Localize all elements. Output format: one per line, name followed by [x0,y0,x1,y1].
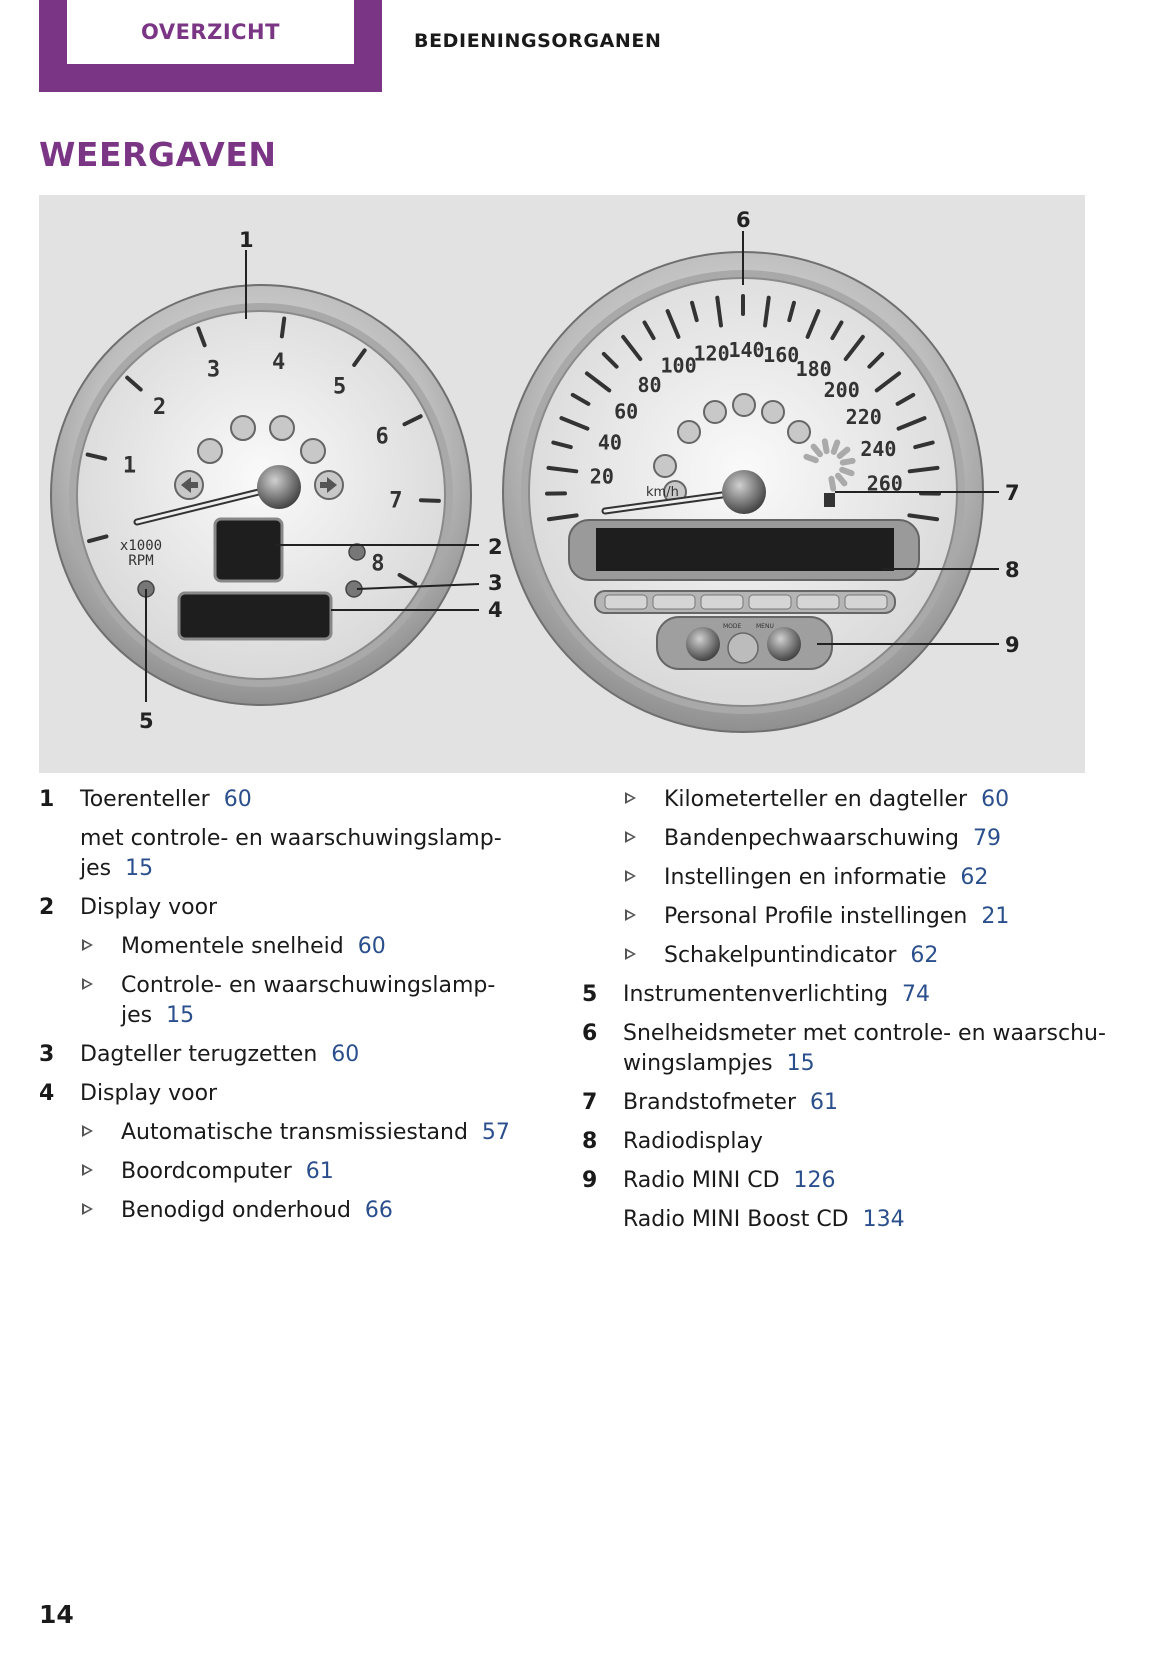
triangle-bullet-icon [625,870,636,882]
triangle-bullet-icon [82,939,93,951]
legend-subitem [582,824,1122,854]
item-text: wingslampjes [623,1051,773,1076]
callout-6: 6 [736,208,751,232]
page-ref-link[interactable]: 61 [810,1090,838,1115]
page-ref-link[interactable]: 60 [981,787,1010,812]
speedo-number: 120 [693,341,730,366]
speedo-number: 80 [637,373,662,398]
item-text: Display voor [80,895,218,920]
item-text: Radiodisplay [623,1129,763,1154]
tacho-number: 8 [371,551,385,577]
tacho-tick [421,500,439,501]
tacho-number: 7 [389,488,403,514]
warning-lamp-icon [198,439,222,463]
speedo-number: 20 [589,464,614,489]
tacho-display-upper [215,519,282,581]
item-number: 2 [39,895,55,920]
callout-3: 3 [488,571,503,595]
page-ref-link[interactable]: 126 [793,1168,836,1193]
speedo-number: 100 [660,353,697,378]
item-text: Personal Profile instellingen [664,904,968,929]
radio-menu-knob [767,627,801,661]
legend-item-1 [39,785,559,815]
page-ref-link[interactable]: 60 [223,787,252,812]
item-number: 3 [39,1042,55,1067]
tachometer [51,285,471,705]
speedo-number: 240 [860,437,897,462]
triangle-bullet-icon [625,831,636,843]
speedo-number: 220 [845,405,882,430]
fuel-segment [843,461,853,463]
page-ref-link[interactable]: 15 [125,856,154,881]
page-ref-link[interactable]: 15 [786,1051,815,1076]
callout-5: 5 [139,709,154,733]
header-tab [39,0,382,92]
radio-preset-key [701,595,743,609]
triangle-bullet-icon [82,1164,93,1176]
page-ref-link[interactable]: 74 [902,982,931,1007]
legend-subitem [582,902,1122,932]
tacho-tick [282,319,284,337]
triangle-bullet-icon [82,978,93,990]
triangle-bullet-icon [625,948,636,960]
page-ref-link[interactable]: 134 [862,1207,905,1232]
tacho-unit-line2: RPM [128,553,154,569]
triangle-bullet-icon [82,1125,93,1137]
speedo-number: 260 [866,471,903,496]
item-text: Momentele snelheid [121,934,344,959]
radio-preset-key [653,595,695,609]
item-text: met controle- en waarschuwingslamp- [80,826,502,851]
page-ref-link[interactable]: 60 [331,1042,360,1067]
legend-item-6 [582,1019,1122,1079]
item-text: jes [80,856,112,881]
legend-item-9 [582,1166,1122,1196]
page-number: 14 [39,1600,74,1629]
fuel-segment [842,470,851,473]
page-ref-link[interactable]: 79 [972,826,1001,851]
legend-subitem [39,1118,559,1148]
page-ref-link[interactable]: 62 [960,865,989,890]
legend-subitem [582,785,1122,815]
legend-item-2 [39,893,559,923]
triangle-bullet-icon [82,1203,93,1215]
page-title: WEERGAVEN [39,135,277,174]
item-number: 6 [582,1021,598,1046]
callout-8: 8 [1005,558,1020,582]
speedo-unit: km/h [646,485,679,500]
speedo-number: 140 [728,338,765,363]
page-ref-link[interactable]: 66 [364,1198,393,1223]
legend-item-8 [582,1127,1122,1157]
tacho-number: 4 [271,350,286,376]
callout-2: 2 [488,535,503,559]
radio-preset-key [845,595,887,609]
item-text: jes [121,1003,153,1028]
fuel-segment [825,441,827,451]
legend-item-5 [582,980,1122,1010]
tacho-unit-line1: x1000 [119,538,163,554]
callout-9: 9 [1005,633,1020,657]
legend-item-9-continuation [582,1205,1122,1235]
tacho-number: 2 [152,394,167,420]
legend-item-3 [39,1040,559,1070]
legend-subitem [39,1196,559,1226]
triangle-bullet-icon [625,792,636,804]
item-text: Bandenpechwaarschuwing [664,826,959,851]
item-text: Kilometerteller en dagteller [664,787,968,812]
item-text: Brandstofmeter [623,1090,796,1115]
abs-lamp-icon [301,439,325,463]
callout-1: 1 [239,228,254,252]
legend-subitem [39,1157,559,1187]
item-number: 7 [582,1090,598,1115]
legend-item-7 [582,1088,1122,1118]
page-ref-link[interactable]: 61 [305,1159,334,1184]
fuel-pump-icon [824,493,835,507]
warning-lamp-icon [231,416,255,440]
legend-subitem [39,932,559,962]
page-ref-link[interactable]: 21 [981,904,1010,929]
item-text: Snelheidsmeter met controle- en waarschu- [623,1021,1106,1046]
radio-volume-knob [686,627,720,661]
item-number: 5 [582,982,598,1007]
item-text: Controle- en waarschuwingslamp- [121,973,496,998]
item-text: Toerenteller [80,787,210,812]
radio-preset-key [749,595,791,609]
radio-preset-key [797,595,839,609]
speedo-number: 200 [823,377,860,402]
item-text: Radio MINI CD [623,1168,780,1193]
legend-item-4 [39,1079,559,1109]
section-label: BEDIENINGSORGANEN [414,30,662,52]
item-text: Benodigd onderhoud [121,1198,351,1223]
item-text: Instellingen en informatie [664,865,947,890]
page-ref-link[interactable]: 62 [910,943,939,968]
tab-label: OVERZICHT [67,0,354,64]
item-text: Schakelpuntindicator [664,943,897,968]
tacho-number: 1 [122,453,137,479]
item-number: 1 [39,787,55,812]
legend-subitem [39,971,559,1031]
tacho-display-lower [179,593,331,639]
fuel-segment [831,479,833,489]
fuel-segment [834,442,837,451]
speedo-number: 160 [763,343,800,368]
callout-7: 7 [1005,481,1020,505]
item-text: Dagteller terugzetten [80,1042,318,1067]
tacho-number: 6 [375,424,389,450]
speedo-number: 40 [597,430,622,455]
fuel-segment [806,457,815,460]
tacho-number: 5 [333,374,347,400]
item-text: Automatische transmissiestand [121,1120,468,1145]
radio-display [596,528,894,571]
triangle-bullet-icon [625,909,636,921]
page-ref-link[interactable]: 60 [357,934,386,959]
callout-4: 4 [488,598,503,622]
radio-mode-label: MODE [723,623,742,630]
item-number: 9 [582,1168,598,1193]
headlight-lamp-icon [270,416,294,440]
item-text: Boordcomputer [121,1159,292,1184]
page-ref-link[interactable]: 15 [166,1003,195,1028]
legend-item-1-continuation [39,824,559,884]
radio-preset-key [605,595,647,609]
legend-subitem [582,941,1122,971]
speedo-number: 180 [795,356,832,381]
speedo-number: 60 [614,399,639,424]
tacho-number: 3 [206,357,221,383]
item-number: 4 [39,1081,55,1106]
instrument-figure [39,195,1085,773]
page-ref-link[interactable]: 57 [481,1120,510,1145]
item-text: Instrumentenverlichting [623,982,889,1007]
radio-menu-label: MENU [756,623,774,630]
item-text: Display voor [80,1081,218,1106]
legend-right-column [582,785,1122,1244]
item-text: Radio MINI Boost CD [623,1207,849,1232]
legend-subitem [582,863,1122,893]
instrument-illustration [39,195,1085,773]
legend-left-column [39,785,559,1235]
item-number: 8 [582,1129,598,1154]
